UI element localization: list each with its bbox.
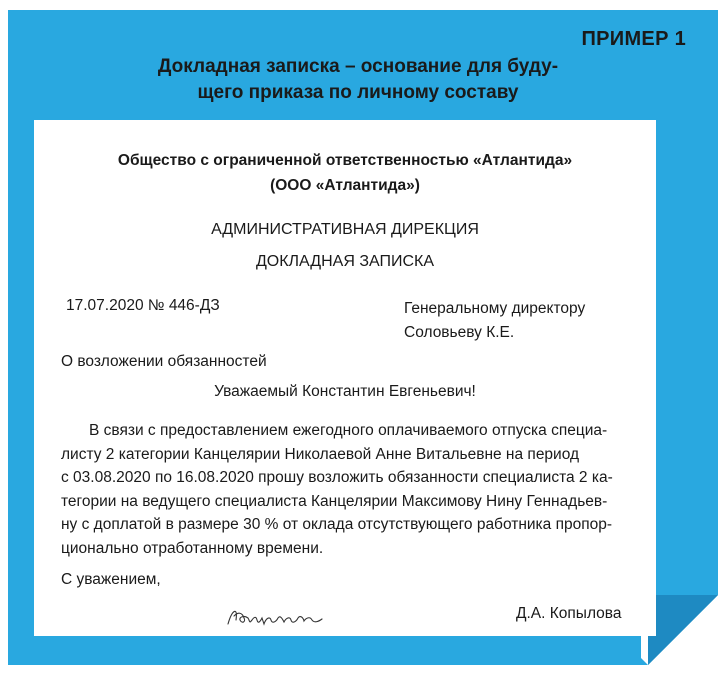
closing-phrase: С уважением, — [61, 571, 161, 588]
frame-title-line-1: Докладная записка – основание для буду- — [157, 56, 559, 77]
body-line: ционально отработанному времени. — [61, 539, 324, 557]
signer-name: Д.А. Копылова — [516, 605, 622, 622]
body-text — [61, 419, 641, 560]
body-line: листу 2 категории Канцелярии Николаевой Анне Витальевне на период — [61, 445, 580, 463]
organization-short-name: (ООО «Атлантида») — [270, 177, 420, 194]
example-frame — [8, 10, 718, 665]
addressee — [404, 297, 585, 345]
body-line: с 03.08.2020 по 16.08.2020 прошу возложить обязанности специалиста 2 ка- — [61, 469, 613, 486]
body-line: тегории на ведущего специалиста Канцелярии Максимову Нину Геннадьев- — [61, 492, 608, 510]
document-subject: О возложении обязанностей — [61, 353, 267, 370]
department-name: АДМИНИСТРАТИВНАЯ ДИРЕКЦИЯ — [211, 221, 479, 238]
handwritten-signature — [224, 600, 334, 630]
document-paper — [34, 120, 656, 636]
example-label: ПРИМЕР 1 — [581, 28, 686, 50]
organization-name — [34, 148, 656, 198]
folded-corner — [648, 595, 718, 665]
salutation: Уважаемый Константин Евгеньевич! — [214, 383, 476, 400]
document-type: ДОКЛАДНАЯ ЗАПИСКА — [255, 253, 435, 270]
addressee-position: Генеральному директору — [404, 300, 586, 317]
body-line: В связи с предоставлением ежегодного оплачиваемого отпуска специа- — [89, 422, 608, 439]
addressee-name: Соловьеву К.Е. — [404, 324, 515, 341]
registration-number: 17.07.2020 № 446-ДЗ — [66, 297, 220, 314]
frame-title — [98, 54, 618, 106]
frame-title-line-2: щего приказа по личному составу — [197, 82, 519, 103]
organization-full-name: Общество с ограниченной ответственностью «Атлантида» — [117, 152, 573, 169]
body-line: ну с доплатой в размере 30 % от оклада отсутствующего работника пропор- — [61, 516, 613, 533]
